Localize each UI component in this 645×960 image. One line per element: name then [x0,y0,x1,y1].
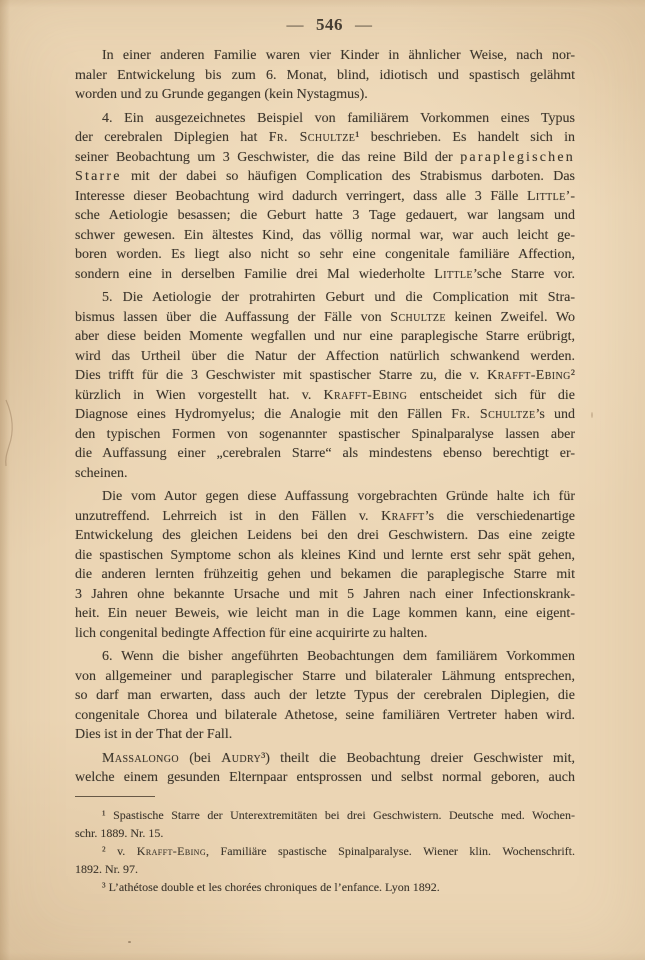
page-header [0,15,645,35]
paragraph [75,288,575,483]
text-line: heit. Ein neuer Beweis, wie leicht man in die Lage kommen kann, eine eigent- [75,606,575,621]
paper-scratch [591,412,593,418]
text-line: In einer anderen Familie waren vier Kinder in ähnlicher Weise, nach nor- [102,48,575,63]
text-line: ¹ Spastische Starre der Unterextremitäten bei drei Geschwistern. Deutsche med. Wochen- [102,808,575,822]
text-line: maler Entwickelung bis zum 6. Monat, blind, idiotisch und spastisch gelähmt [75,67,575,83]
text-line: wird das Urtheil über die Natur der Affection natürlich schwankend werden. [75,348,575,364]
text-line: von allgemeiner und paraplegischer Starre und bilateraler Lähmung entsprechen, [75,668,575,684]
smallcaps-name: Massalongo [102,750,180,766]
text-line: 6. Wenn die bisher angeführten Beobachtungen dem familiärem Vorkommen [102,649,575,664]
letterspaced-text: Starre [75,169,122,184]
text-line: Die vom Autor gegen diese Auffassung vorgebrachten Gründe halte ich für [102,489,575,504]
text-line: seiner Beobachtung um 3 Geschwister, die das reine Bild der paraplegischen [75,149,575,165]
text-line: sche Aetiologie besassen; die Geburt hatte 3 Tage gedauert, war langsam und [75,208,575,223]
stray-pencil-mark [0,398,22,470]
text-line: ³ L’athétose double et les chorées chroniques de l’enfance. Lyon 1892. [102,880,440,894]
header-dash-right: — [355,15,373,34]
footnote [75,878,575,896]
text-line: bismus lassen über die Auffassung der Fälle von Schultze keinen Zweifel. Wo [75,309,575,325]
text-line: lich congenital bedingte Affection für eine acquirirte zu halten. [75,625,428,641]
footnote-separator [75,796,155,797]
smallcaps-name: Little [526,188,566,204]
text-line: ² v. Krafft-Ebing, Familiäre spastische Spinalparalyse. Wiener klin. Wochenschrift. [102,844,575,858]
paragraph [75,109,575,285]
footnote [75,806,575,842]
text-line: Interesse dieser Beobachtung wird dadurch verringert, dass alle 3 Fälle Little’- [75,188,575,204]
text-line: 1892. Nr. 97. [75,862,138,876]
text-line: schwer gewesen. Ein ältestes Kind, das völlig normal war, war auch leicht ge- [75,227,575,243]
text-line: 4. Ein ausgezeichnetes Beispiel von familiärem Vorkommen eines Typus [102,110,575,126]
text-line: aber diese beiden Momente wegfallen und nur eine paraplegische Starre erübrigt, [75,329,575,344]
text-line: Diagnose eines Hydromyelus; die Analogie mit den Fällen Fr. Schultze’s und [75,407,575,422]
smallcaps-name: Fr. Schultze [451,407,536,422]
header-dash-left: — [286,15,304,34]
text-line: Dies ist in der That der Fall. [75,727,233,742]
text-line: die anderen lernten frühzeitig gehen und bekamen die paraplegische Starre mit [75,567,575,582]
smallcaps-name: Krafft-Ebing [136,844,207,858]
text-line: so darf man erwarten, dass auch der letzte Typus der cerebralen Diplegien, die [75,688,575,703]
text-line: der cerebralen Diplegien hat Fr. Schultze¹ beschrieben. Es handelt sich in [75,130,575,145]
letterspaced-text: paraplegischen [460,149,575,165]
text-line: die spastischen Symptome schon als kleines Kind und lernte erst sehr spät gehen, [75,547,575,563]
footnote [75,842,575,878]
paragraph [75,46,575,105]
text-line: kürzlich in Wien vorgestellt hat. v. Krafft-Ebing entscheidet sich für die [75,387,575,403]
smallcaps-name: Fr. Schultze [268,130,356,145]
text-line: worden und zu Grunde gegangen (kein Nystagmus). [75,87,368,102]
paragraph [75,487,575,643]
smallcaps-name: Krafft [381,508,425,524]
smallcaps-name: Schultze [390,309,446,325]
text-line: Entwickelung des gleichen Leidens bei den drei Geschwistern. Das eine zeigte [75,528,575,543]
text-line: boren worden. Es liegt also nicht so sehr eine congenitale familiäre Affection, [75,247,575,262]
text-line: welche einem gesunden Elternpaar entsprossen und selbst normal geboren, auch [75,770,575,785]
smallcaps-name: Krafft-Ebing [487,368,571,383]
body-text [75,46,575,788]
smallcaps-name: Little [434,266,473,282]
smallcaps-name: Krafft-Ebing [323,387,408,403]
text-line: unzutreffend. Lehrreich ist in den Fällen v. Krafft’s die verschiedenartige [75,508,575,524]
text-line: schr. 1889. Nr. 15. [75,826,164,840]
text-line: den typischen Formen von sogenannter spastischer Spinalparalyse lassen aber [75,426,575,442]
text-line: sondern eine in derselben Familie drei Mal wiederholte Little’sche Starre vor. [75,266,575,282]
text-line: congenitale Chorea und bilaterale Athetose, seine familiären Vertreter haben wird. [75,707,575,723]
paper-speck [128,941,131,943]
footnotes [75,806,575,896]
smallcaps-name: Audry [221,750,262,766]
text-line: 5. Die Aetiologie der protrahirten Geburt und die Complication mit Stra- [102,290,575,305]
page-number: 546 [316,15,343,34]
text-line: Starre mit der dabei so häufigen Complication des Strabismus darboten. Das [75,169,575,184]
text-line: Massalongo (bei Audry³) theilt die Beobachtung dreier Geschwister mit, [102,750,575,766]
paragraph [75,647,575,745]
text-line: 3 Jahren ohne bekannte Ursache und mit 5 Jahren nach einer Infectionskrank- [75,586,575,602]
text-line: scheinen. [75,465,128,481]
paragraph [75,749,575,788]
text-line: Dies trifft für die 3 Geschwister mit spastischer Starre zu, die v. Krafft-Ebing² [75,368,575,383]
text-line: die Auffassung einer „cerebralen Starre“ als mindestens ebenso berechtigt er- [75,446,575,461]
